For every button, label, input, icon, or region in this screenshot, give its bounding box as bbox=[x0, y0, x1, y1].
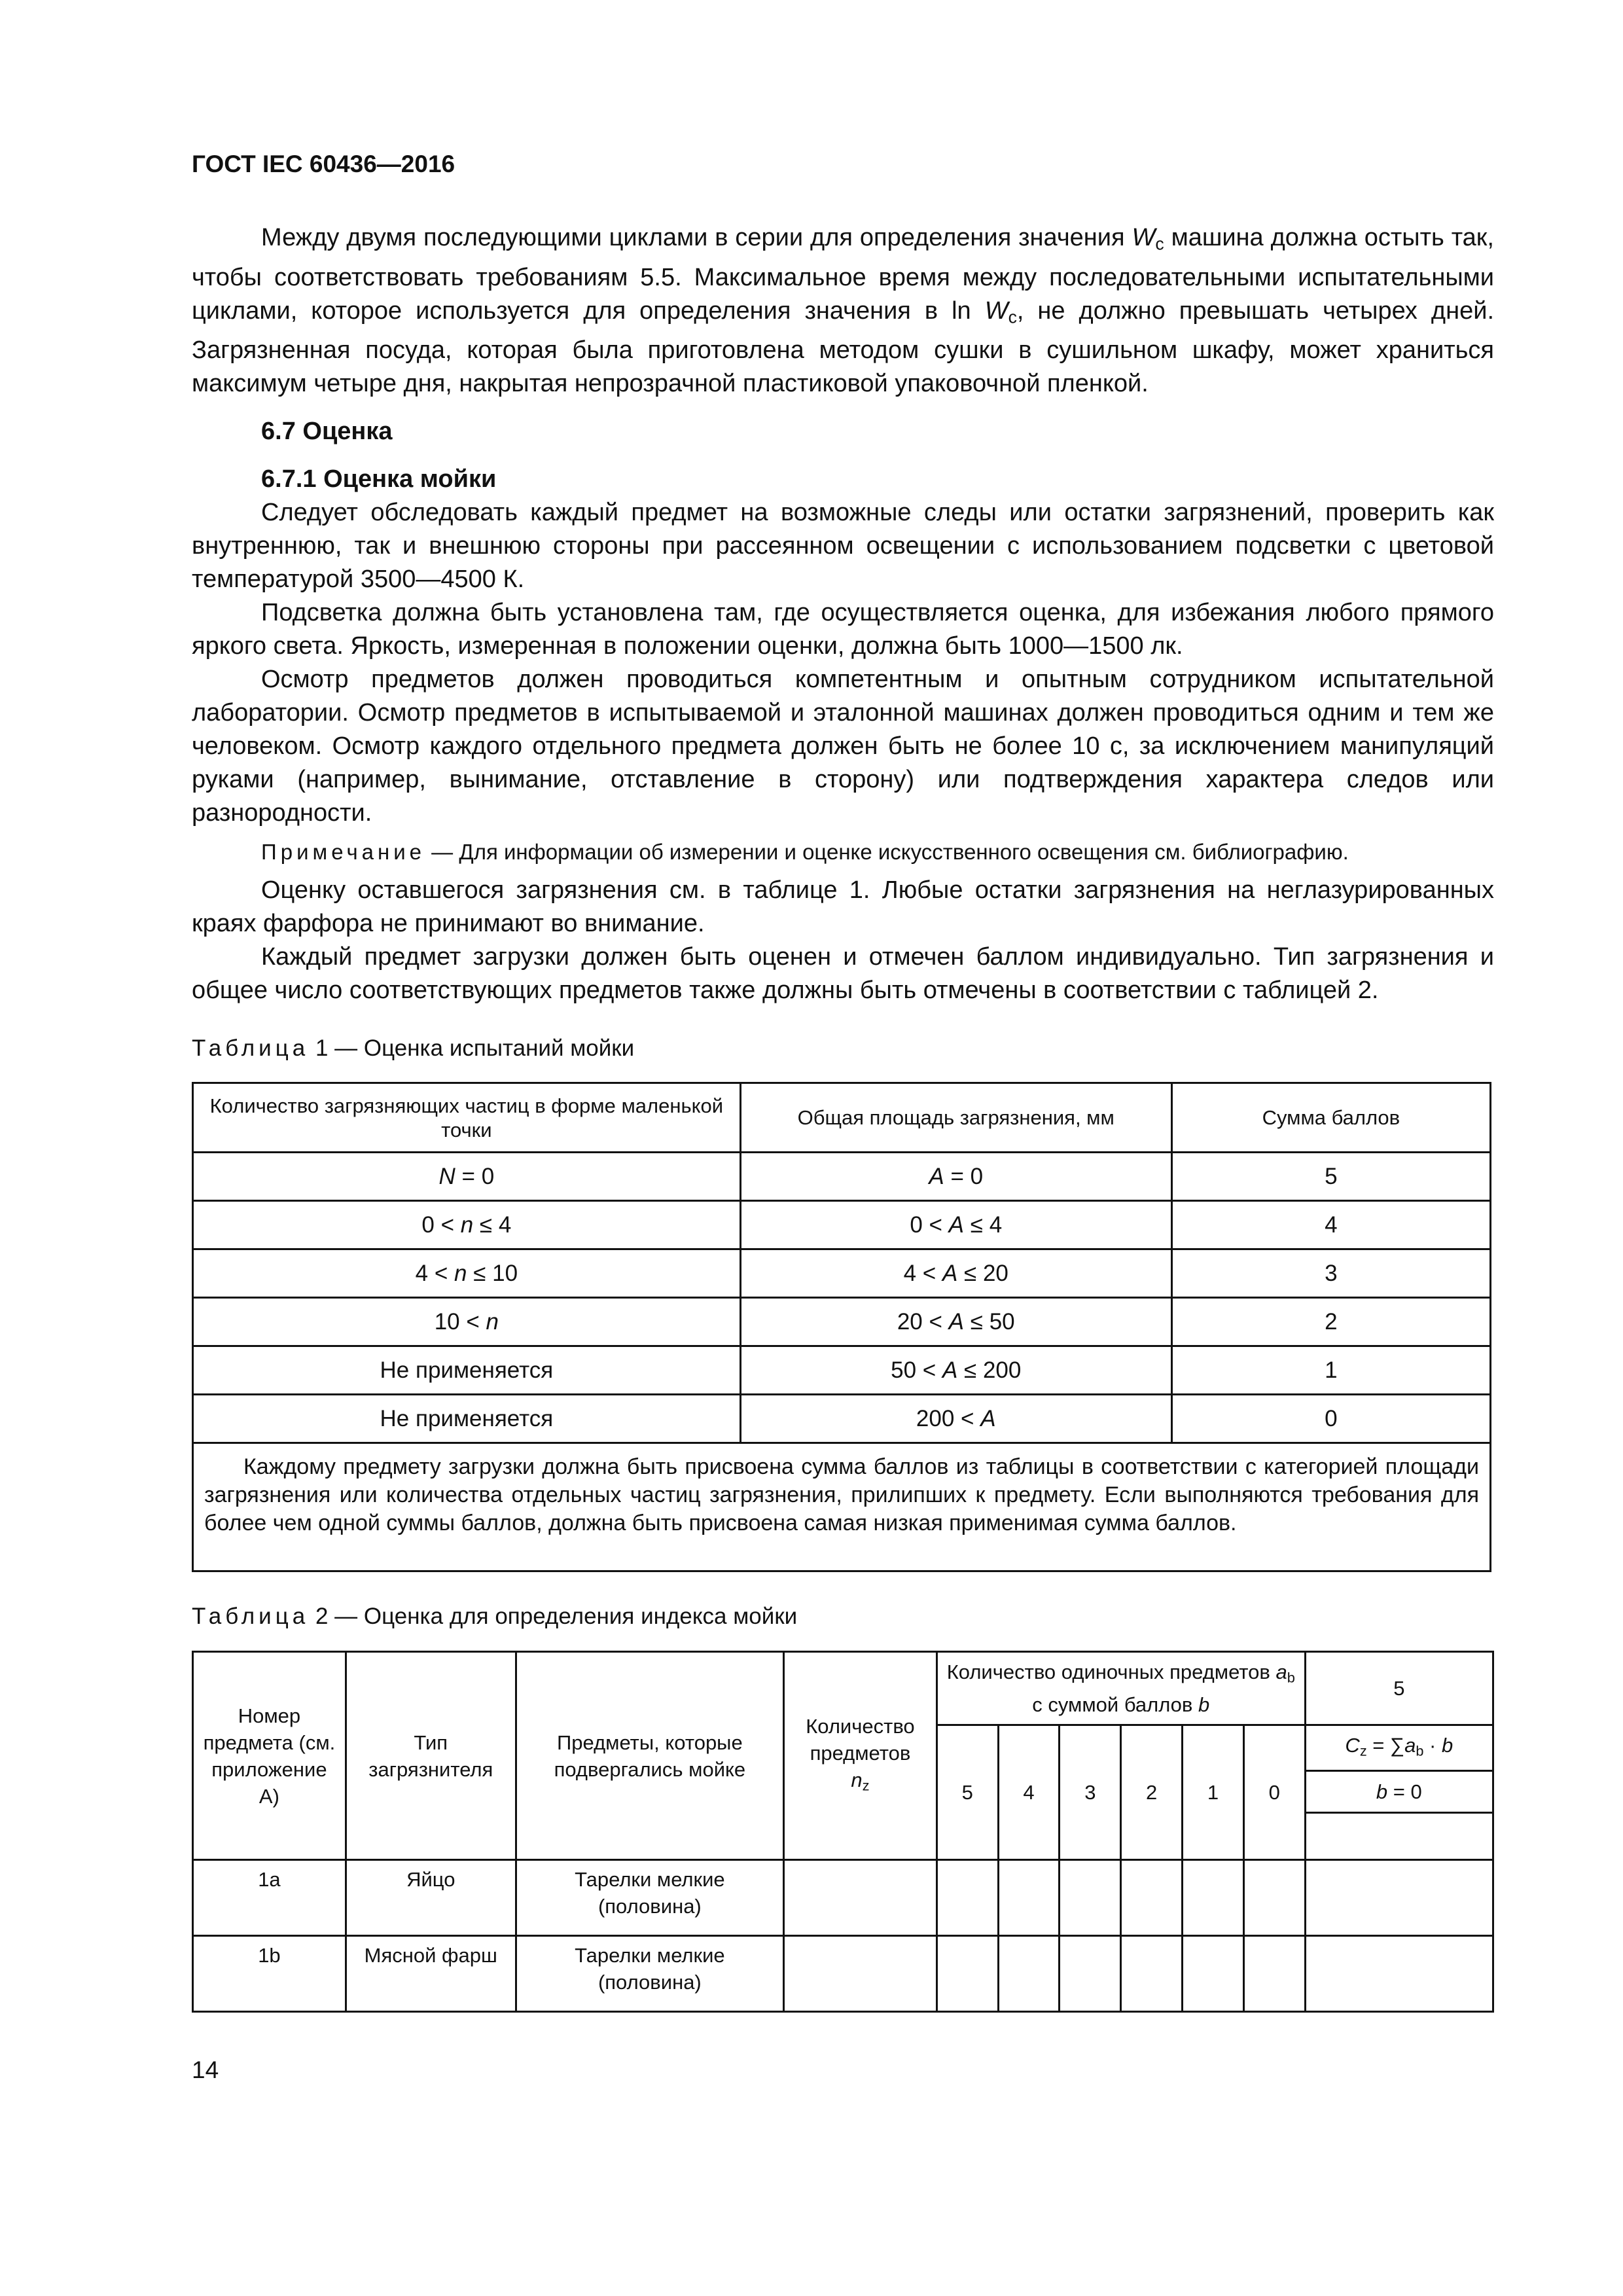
formula-text: · bbox=[1423, 1733, 1442, 1757]
symbol-subscript: b bbox=[1287, 1669, 1295, 1686]
symbol-subscript: z bbox=[862, 1777, 870, 1794]
paragraph-text: машина должна остыть так, чтобы соответствовать требованиям 5.5. Максимальное время между последовательными испытательными циклами, которое используется для определения значения в ln bbox=[192, 224, 1494, 325]
cell-particles: 4 < n ≤ 10 bbox=[193, 1249, 741, 1298]
var: n bbox=[454, 1261, 467, 1286]
table-row bbox=[193, 1395, 1491, 1443]
symbol-n: n bbox=[851, 1768, 863, 1791]
cell-score: 2 bbox=[1171, 1298, 1490, 1346]
table-title: 1 — Оценка испытаний мойки bbox=[309, 1035, 635, 1061]
table-row bbox=[193, 1860, 1493, 1936]
header-sum-condition bbox=[1305, 1771, 1493, 1813]
table-label: Таблица bbox=[192, 1604, 310, 1629]
cell-score bbox=[998, 1936, 1060, 2012]
table-footnote: Каждому предмету загрузки должна быть присвоена сумма баллов из таблицы в соответствии с категорией площади загрязнения или количества отдельных частиц загрязнения, прилипших к предмету. Если выполняются требования для более чем одной суммы баллов, должна быть присвоена самая низкая применимая сумма баллов. bbox=[193, 1443, 1491, 1571]
cell-sum bbox=[1305, 1936, 1493, 2012]
var: N bbox=[438, 1164, 455, 1189]
table-row bbox=[193, 1201, 1491, 1249]
header-single-items bbox=[936, 1652, 1305, 1725]
var: n bbox=[460, 1212, 474, 1238]
cell-score bbox=[1243, 1860, 1305, 1936]
table-row bbox=[193, 1936, 1493, 2012]
cell-score bbox=[936, 1860, 998, 1936]
cell-score bbox=[1243, 1936, 1305, 2012]
header-particles: Количество загрязняющих частиц в форме маленькой точки bbox=[193, 1083, 741, 1153]
cell-score bbox=[1121, 1860, 1183, 1936]
symbol-b: b bbox=[1441, 1733, 1454, 1757]
table-label: Таблица bbox=[192, 1035, 310, 1061]
paragraph-inspection: Следует обследовать каждый предмет на возможные следы или остатки загрязнений, проверить как внутреннюю, так и внешнюю стороны при рассеянном освещении с использованием подсветки с цветовой температурой 3500—4500 К. bbox=[192, 499, 1494, 594]
paragraph-inspector: Осмотр предметов должен проводиться компетентным и опытным сотрудником испытательной лаборатории. Осмотр предметов в испытываемой и эталонной машинах должен проводиться одним и тем же человеком. Осмотр каждого отдельного предмета должен быть не более 10 с, за исключением манипуляций руками (например, вынимание, отставление в сторону) или подтверждения характера следов или разнородности. bbox=[192, 666, 1494, 827]
table-row bbox=[193, 1249, 1491, 1298]
cell-soil-type: Мясной фарш bbox=[346, 1936, 516, 2012]
header-soil-type: Тип загрязнителя bbox=[346, 1652, 516, 1860]
cell-score: 1 bbox=[1171, 1346, 1490, 1395]
header-text: с суммой баллов bbox=[1032, 1693, 1198, 1716]
header-count bbox=[784, 1652, 937, 1860]
formula-text: = ∑ bbox=[1366, 1733, 1405, 1757]
cell-score bbox=[1183, 1936, 1244, 2012]
header-text: Количество одиночных предметов bbox=[946, 1660, 1276, 1684]
cell-score: 0 bbox=[1171, 1395, 1490, 1443]
cell-area: 0 < A ≤ 4 bbox=[740, 1201, 1171, 1249]
cell-item-number: 1b bbox=[193, 1936, 346, 2012]
section-heading-6-7: 6.7 Оценка bbox=[261, 418, 393, 446]
cell-item-number: 1a bbox=[193, 1860, 346, 1936]
cell-score bbox=[998, 1860, 1060, 1936]
table-1-caption bbox=[192, 1035, 634, 1062]
cell-score bbox=[1060, 1936, 1121, 2012]
header-items-washed: Предметы, которые подвергались мойке bbox=[516, 1652, 783, 1860]
symbol-b: b bbox=[1376, 1780, 1388, 1803]
paragraph-marking: Каждый предмет загрузки должен быть оценен и отмечен баллом индивидуально. Тип загрязнения и общее число соответствующих предметов также должны быть отмечены в соответствии с таблицей 2. bbox=[192, 943, 1494, 1005]
cell-sum bbox=[1305, 1860, 1493, 1936]
cell-count bbox=[784, 1860, 937, 1936]
symbol-c: C bbox=[1345, 1733, 1360, 1757]
table-row bbox=[193, 1153, 1491, 1201]
table-row bbox=[193, 1346, 1491, 1395]
formula-text: = 0 bbox=[1387, 1780, 1422, 1803]
symbol-w: W bbox=[1132, 224, 1156, 251]
symbol-a: a bbox=[1404, 1733, 1416, 1757]
table-2-caption bbox=[192, 1604, 797, 1630]
cell-particles: Не применяется bbox=[193, 1346, 741, 1395]
header-sum-formula bbox=[1305, 1725, 1493, 1771]
cell-items-washed: Тарелки мелкие (половина) bbox=[516, 1860, 783, 1936]
cell-score: 5 bbox=[1171, 1153, 1490, 1201]
symbol-b: b bbox=[1198, 1693, 1210, 1716]
cell-area: 50 < A ≤ 200 bbox=[740, 1346, 1171, 1395]
cell-score: 3 bbox=[1171, 1249, 1490, 1298]
header-item-number: Номер предмета (см. приложение А) bbox=[193, 1652, 346, 1860]
note-text: — Для информации об измерении и оценке искусственного освещения см. библиографию. bbox=[425, 840, 1349, 865]
symbol-a: a bbox=[1275, 1660, 1287, 1684]
symbol-subscript: c bbox=[1155, 234, 1164, 254]
table-header-row bbox=[193, 1083, 1491, 1153]
cell-particles: Не применяется bbox=[193, 1395, 741, 1443]
var: n bbox=[486, 1309, 499, 1335]
cell-score bbox=[1060, 1860, 1121, 1936]
table-footer-row bbox=[193, 1443, 1491, 1571]
header-empty bbox=[1305, 1813, 1493, 1860]
cell-soil-type: Яйцо bbox=[346, 1860, 516, 1936]
cell-area: 200 < A bbox=[740, 1395, 1171, 1443]
symbol-subscript: z bbox=[1359, 1742, 1367, 1759]
table-title: 2 — Оценка для определения индекса мойки bbox=[309, 1604, 798, 1629]
var: A bbox=[948, 1212, 965, 1238]
paragraph-residual: Оценку оставшегося загрязнения см. в таблице 1. Любые остатки загрязнения на неглазурированных краях фарфора не принимают во внимание. bbox=[192, 876, 1494, 938]
paragraph-cooling bbox=[192, 221, 1494, 401]
header-score-4: 4 bbox=[998, 1725, 1060, 1860]
cell-particles: 10 < n bbox=[193, 1298, 741, 1346]
header-score-1: 1 bbox=[1183, 1725, 1244, 1860]
table-header-row bbox=[193, 1652, 1493, 1725]
cell-particles: N = 0 bbox=[193, 1153, 741, 1201]
table-row bbox=[193, 1298, 1491, 1346]
cell-score: 4 bbox=[1171, 1201, 1490, 1249]
table-1 bbox=[192, 1082, 1491, 1572]
cell-count bbox=[784, 1936, 937, 2012]
cell-area: 20 < A ≤ 50 bbox=[740, 1298, 1171, 1346]
paragraph-text: , не должно превышать четырех дней. Загрязненная посуда, которая была приготовлена методом сушки в сушильном шкафу, может храниться максимум четыре дня, накрытая непрозрачной пластиковой упаковочной пленкой. bbox=[192, 296, 1494, 398]
section-body bbox=[192, 221, 1494, 1007]
symbol-subscript: c bbox=[1008, 307, 1017, 327]
cell-particles: 0 < n ≤ 4 bbox=[193, 1201, 741, 1249]
document-header: ГОСТ IEC 60436—2016 bbox=[192, 151, 455, 177]
var: A bbox=[929, 1164, 944, 1189]
cell-score bbox=[1121, 1936, 1183, 2012]
var: A bbox=[948, 1309, 965, 1335]
note-label: Примечание bbox=[261, 840, 426, 865]
header-count-label: Количество предметов bbox=[806, 1714, 915, 1765]
table-2 bbox=[192, 1651, 1494, 2013]
header-score: Сумма баллов bbox=[1171, 1083, 1490, 1153]
cell-score bbox=[1183, 1860, 1244, 1936]
paragraph-lighting: Подсветка должна быть установлена там, где осуществляется оценка, для избежания любого прямого яркого света. Яркость, измеренная в положении оценки, должна быть 1000—1500 лк. bbox=[192, 599, 1494, 660]
var: A bbox=[942, 1261, 958, 1286]
cell-area: 4 < A ≤ 20 bbox=[740, 1249, 1171, 1298]
var: A bbox=[942, 1357, 958, 1383]
cell-score bbox=[936, 1936, 998, 2012]
header-area: Общая площадь загрязнения, мм bbox=[740, 1083, 1171, 1153]
header-score-3: 3 bbox=[1060, 1725, 1121, 1860]
page-number: 14 bbox=[192, 2056, 219, 2083]
cell-items-washed: Тарелки мелкие (половина) bbox=[516, 1936, 783, 2012]
header-score-0: 0 bbox=[1243, 1725, 1305, 1860]
note bbox=[192, 835, 1494, 869]
symbol-w: W bbox=[984, 296, 1008, 325]
var: A bbox=[980, 1406, 996, 1431]
paragraph-text: Между двумя последующими циклами в серии для определения значения bbox=[261, 224, 1132, 251]
header-sum-top: 5 bbox=[1305, 1652, 1493, 1725]
cell-area: A = 0 bbox=[740, 1153, 1171, 1201]
header-score-2: 2 bbox=[1121, 1725, 1183, 1860]
header-score-5: 5 bbox=[936, 1725, 998, 1860]
symbol-subscript: b bbox=[1416, 1742, 1424, 1759]
section-heading-6-7-1: 6.7.1 Оценка мойки bbox=[261, 465, 497, 493]
